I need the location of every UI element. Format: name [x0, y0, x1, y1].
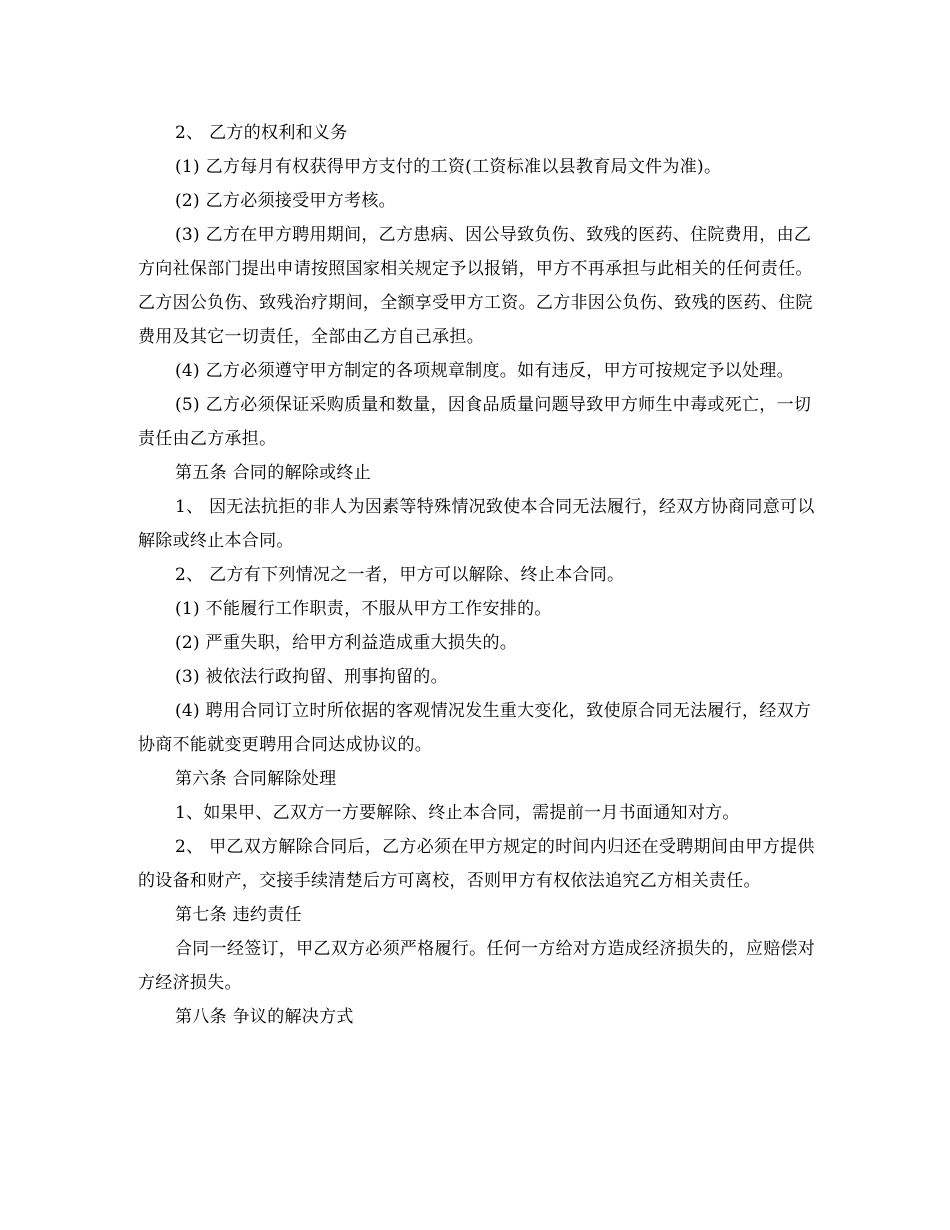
clause-rules-compliance: (4) 乙方必须遵守甲方制定的各项规章制度。如有违反，甲方可按规定予以处理。	[175, 361, 794, 381]
clause-notice-period: 1、如果甲、乙双方一方要解除、终止本合同，需提前一月书面通知对方。	[175, 803, 740, 823]
article-8-heading: 第八条 争议的解决方式	[175, 1007, 354, 1027]
clause-asset-return: 2、 甲乙双方解除合同后，乙方必须在甲方规定的时间内归还在受聘期间由甲方提供的设备和财产，交接手续清楚后方可离校，否则甲方有权依法追究乙方相关责任。	[138, 837, 815, 891]
condition-circumstance-change: (4) 聘用合同订立时所依据的客观情况发生重大变化，致使原合同无法履行，经双方协商不能就变更聘用合同达成协议的。	[138, 701, 812, 755]
clause-force-majeure: 1、 因无法抗拒的非人为因素等特殊情况致使本合同无法履行，经双方协商同意可以解除或终止本合同。	[138, 497, 815, 551]
article-6-heading: 第六条 合同解除处理	[175, 769, 337, 789]
contract-body	[138, 116, 828, 1034]
condition-serious-negligence: (2) 严重失职，给甲方利益造成重大损失的。	[175, 633, 518, 653]
condition-detention: (3) 被依法行政拘留、刑事拘留的。	[175, 667, 448, 687]
clause-procurement-quality: (5) 乙方必须保证采购质量和数量，因食品质量问题导致甲方师生中毒或死亡，一切责任由乙方承担。	[138, 395, 812, 449]
clause-medical-expenses: (3) 乙方在甲方聘用期间，乙方患病、因公导致负伤、致残的医药、住院费用，由乙方向社保部门提出申请按照国家相关规定予以报销，甲方不再承担与此相关的任何责任。乙方因公负伤、致残治疗期间，全额享受甲方工资。乙方非因公负伤、致残的医药、住院费用及其它一切责任，全部由乙方自己承担。	[138, 225, 813, 347]
clause-breach-liability: 合同一经签订，甲乙双方必须严格履行。任何一方给对方造成经济损失的，应赔偿对方经济损失。	[138, 939, 816, 993]
clause-termination-conditions: 2、 乙方有下列情况之一者，甲方可以解除、终止本合同。	[175, 565, 625, 585]
article-5-heading: 第五条 合同的解除或终止	[175, 463, 372, 483]
clause-salary: (1) 乙方每月有权获得甲方支付的工资(工资标准以县教育局文件为准)。	[175, 157, 722, 177]
clause-assessment: (2) 乙方必须接受甲方考核。	[175, 191, 396, 211]
condition-duty-failure: (1) 不能履行工作职责，不服从甲方工作安排的。	[175, 599, 552, 619]
section-heading-party-b-rights: 2、 乙方的权利和义务	[175, 123, 348, 143]
article-7-heading: 第七条 违约责任	[175, 905, 302, 925]
